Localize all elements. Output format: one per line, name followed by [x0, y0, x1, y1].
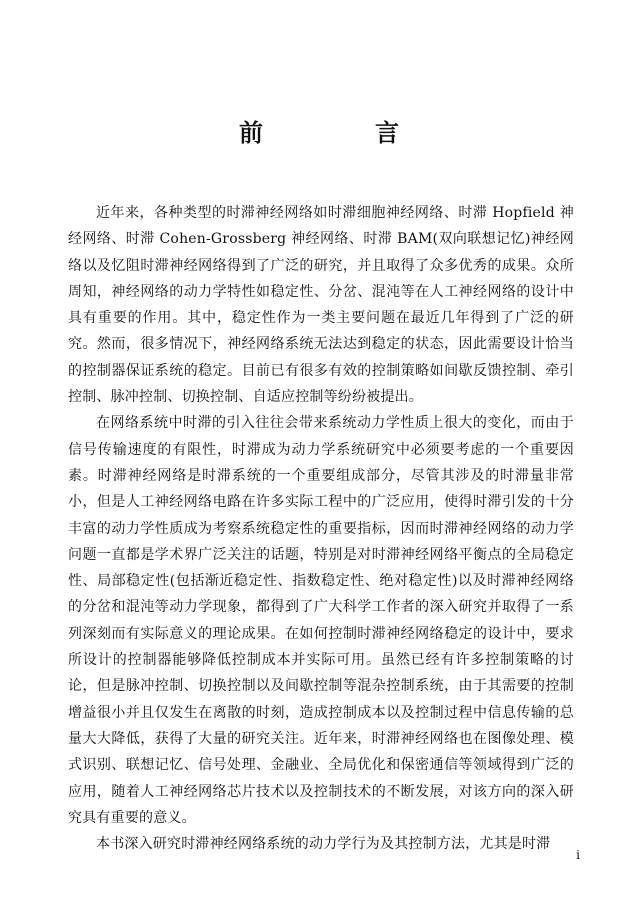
page-number: i: [576, 848, 580, 862]
page-title: 前 言: [239, 118, 443, 147]
paragraph-1: 近年来，各种类型的时滞神经网络如时滞细胞神经网络、时滞 Hopfield 神经网络、时滞 Cohen-Grossberg 神经网络、时滞 BAM(双向联想记忆)神经网络以及忆阻时滞神经网络得到了广泛的研究，并且取得了众多优秀的成果。众所周知，神经网络的动力学特性如稳定性、分岔、混沌等在人工神经网络的设计中具有重要的作用。其中，稳定性作为一类主要问题在最近几年得到了广泛的研究。然而，很多情况下，神经网络系统无法达到稳定的状态，因此需要设计恰当的控制器保证系统的稳定。目前已有很多有效的控制策略如间歇反馈控制、牵引控制、脉冲控制、切换控制、自适应控制等纷纷被提出。: [68, 205, 574, 406]
paragraph-2: 在网络系统中时滞的引入往往会带来系统动力学性质上很大的变化，而由于信号传输速度的有限性，时滞成为动力学系统研究中必须要考虑的一个重要因素。时滞神经网络是时滞系统的一个重要组成部分，尽管其涉及的时滞量非常小，但是人工神经网络电路在许多实际工程中的广泛应用，使得时滞引发的十分丰富的动力学性质成为考察系统稳定性的重要指标，因而时滞神经网络的动力学问题一直都是学术界广泛关注的话题，特别是对时滞神经网络平衡点的全局稳定性、局部稳定性(包括渐近稳定性、指数稳定性、绝对稳定性)以及时滞神经网络的分岔和混沌等动力学现象，都得到了广大科学工作者的深入研究并取得了一系列深刻而有实际意义的理论成果。在如何控制时滞神经网络稳定的设计中，要求所设计的控制器能够降低控制成本并实际可用。虽然已经有许多控制策略的讨论，但是脉冲控制、切换控制以及间歇控制等混杂控制系统，由于其需要的控制增益很小并且仅发生在离散的时刻，造成控制成本以及控制过程中信息传输的总量大大降低，获得了大量的研究关注。近年来，时滞神经网络也在图像处理、模式识别、联想记忆、信号处理、金融业、全局优化和保密通信等领域得到广泛的应用，随着人工神经网络芯片技术以及控制技术的不断发展，对该方向的深入研究具有重要的意义。: [68, 415, 574, 826]
body-text: [68, 200, 574, 857]
paragraph-3: 本书深入研究时滞神经网络系统的动力学行为及其控制方法，尤其是时滞: [96, 836, 551, 853]
